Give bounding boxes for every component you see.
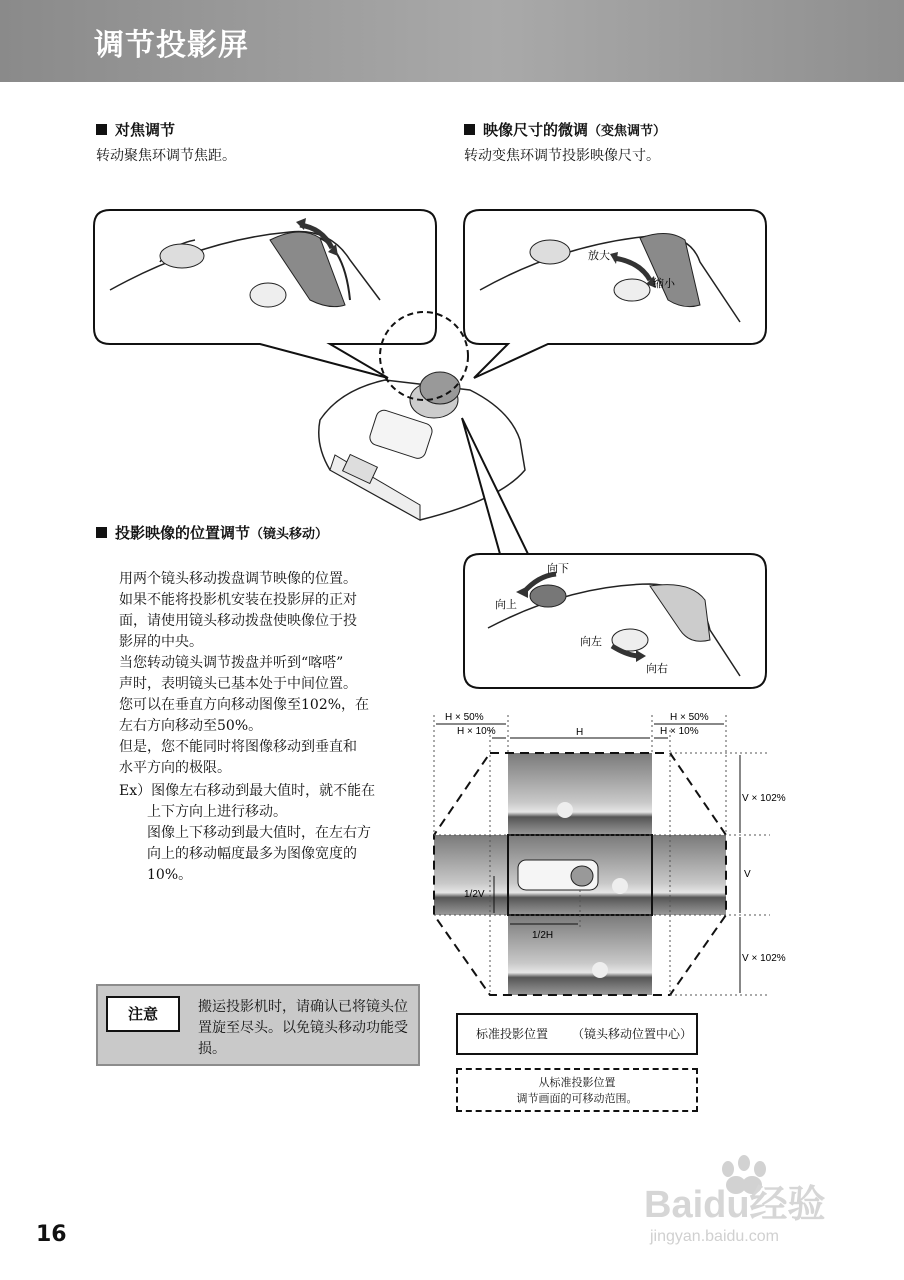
baidu-watermark-logo [640,1155,870,1250]
standard-position-legend: 标准投影位置 （镜头移动位置中心） [456,1013,698,1055]
watermark-url: jingyan.baidu.com [650,1228,779,1245]
caution-box [96,984,420,1066]
page-number: 16 [36,1222,67,1247]
bullet-square-icon [96,527,107,538]
focus-description: 转动聚焦环调节焦距。 [96,148,236,164]
lens-shift-section-title: 投影映像的位置调节（镜头移动） [96,522,328,543]
dim-h: H [576,727,584,738]
movable-range-legend: 从标准投影位置 调节画面的可移动范围。 [456,1068,698,1112]
zoom-shrink-label: 缩小 [653,278,675,290]
watermark-brand: Baidu经验 [644,1184,826,1226]
page-title: 调节投影屏 [94,28,249,63]
dim-v102-top: V × 102% [742,793,786,804]
dim-h50-right: H × 50% [670,712,709,723]
zoom-description: 转动变焦环调节投影映像尺寸。 [464,148,660,164]
dim-h50-left: H × 50% [445,712,484,723]
lens-shift-range-diagram [0,700,904,1010]
caution-label: 注意 [106,996,180,1032]
zoom-enlarge-label: 放大 [588,250,610,262]
shift-left-label: 向左 [580,636,602,648]
dim-half-h: 1/2H [532,930,554,941]
shift-up-label: 向上 [495,599,517,611]
dim-h10-left: H × 10% [457,726,496,737]
shift-right-label: 向右 [646,663,668,675]
dim-v102-bottom: V × 102% [742,953,786,964]
dim-h10-right: H × 10% [660,726,699,737]
zoom-section-title: 映像尺寸的微调（变焦调节） [464,119,666,140]
focus-section-title: 对焦调节 [96,119,175,140]
shift-down-label: 向下 [547,563,569,575]
dim-half-v: 1/2V [464,889,485,900]
caution-text: 搬运投影机时，请确认已将镜头位置旋至尽头。以免镜头移动功能受损。 [198,999,408,1057]
lens-shift-example: Ex）图像左右移动到最大值时，就不能在 上下方向上进行移动。 图像上下移动到最大值时，在左右方 向上的移动幅度最多为图像宽度的 10%。 [119,783,376,883]
dim-v: V [744,869,751,880]
lens-shift-body: 用两个镜头移动拨盘调节映像的位置。 如果不能将投影机安装在投影屏的正对 面，请使用镜头移动拨盘使映像位于投 影屏的中央。 当您转动镜头调节拨盘并听到“喀嗒” 声时，表明镜头已基本处于中间位置。 您可以在垂直方向移动图像至102%，在 左右方向移动至50%。 但是，您不能同时将图像移动到垂直和 水平方向的极限。 [119,571,370,776]
